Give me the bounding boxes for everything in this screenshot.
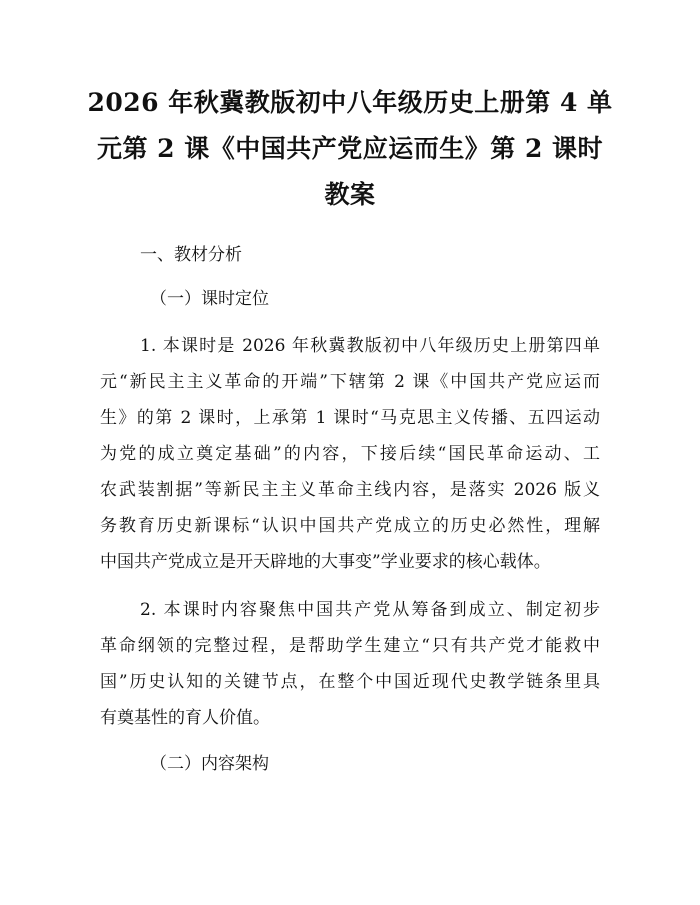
paragraph-line: 革命纲领的完整过程，是帮助学生建立“只有共产党才能救中 xyxy=(100,636,600,656)
paragraph-line: 2. 本课时内容聚焦中国共产党从筹备到成立、制定初步 xyxy=(140,600,600,620)
title-line: 2026 年秋冀教版初中八年级历史上册第 4 单 xyxy=(87,88,613,117)
title-line: 教案 xyxy=(324,180,376,209)
paragraph-line: 务教育历史新课标“认识中国共产党成立的历史必然性，理解 xyxy=(100,516,600,536)
subsection-heading-content-structure: （二）内容架构 xyxy=(150,754,269,774)
paragraph-lesson-positioning-1 xyxy=(100,328,600,580)
paragraph-line: 农武装割据”等新民主主义革命主线内容，是落实 2026 版义 xyxy=(100,480,600,500)
paragraph-line: 元“新民主主义革命的开端”下辖第 2 课《中国共产党应运而 xyxy=(100,372,600,392)
paragraph-line: 国”历史认知的关键节点，在整个中国近现代史教学链条里具 xyxy=(100,672,600,692)
paragraph-line: 1. 本课时是 2026 年秋冀教版初中八年级历史上册第四单 xyxy=(140,336,600,356)
section-heading-teaching-material-analysis: 一、教材分析 xyxy=(140,245,242,265)
paragraph-line: 中国共产党成立是开天辟地的大事变”学业要求的核心载体。 xyxy=(100,552,551,572)
title-line: 元第 2 课《中国共产党应运而生》第 2 课时 xyxy=(96,134,604,163)
paragraph-line: 有奠基性的育人价值。 xyxy=(100,708,270,728)
paragraph-line: 生》的第 2 课时，上承第 1 课时“马克思主义传播、五四运动 xyxy=(100,408,600,428)
paragraph-line: 为党的成立奠定基础”的内容，下接后续“国民革命运动、工 xyxy=(100,444,600,464)
subsection-heading-lesson-positioning: （一）课时定位 xyxy=(150,289,269,309)
paragraph-lesson-positioning-2 xyxy=(100,592,600,736)
document-title xyxy=(60,80,640,218)
